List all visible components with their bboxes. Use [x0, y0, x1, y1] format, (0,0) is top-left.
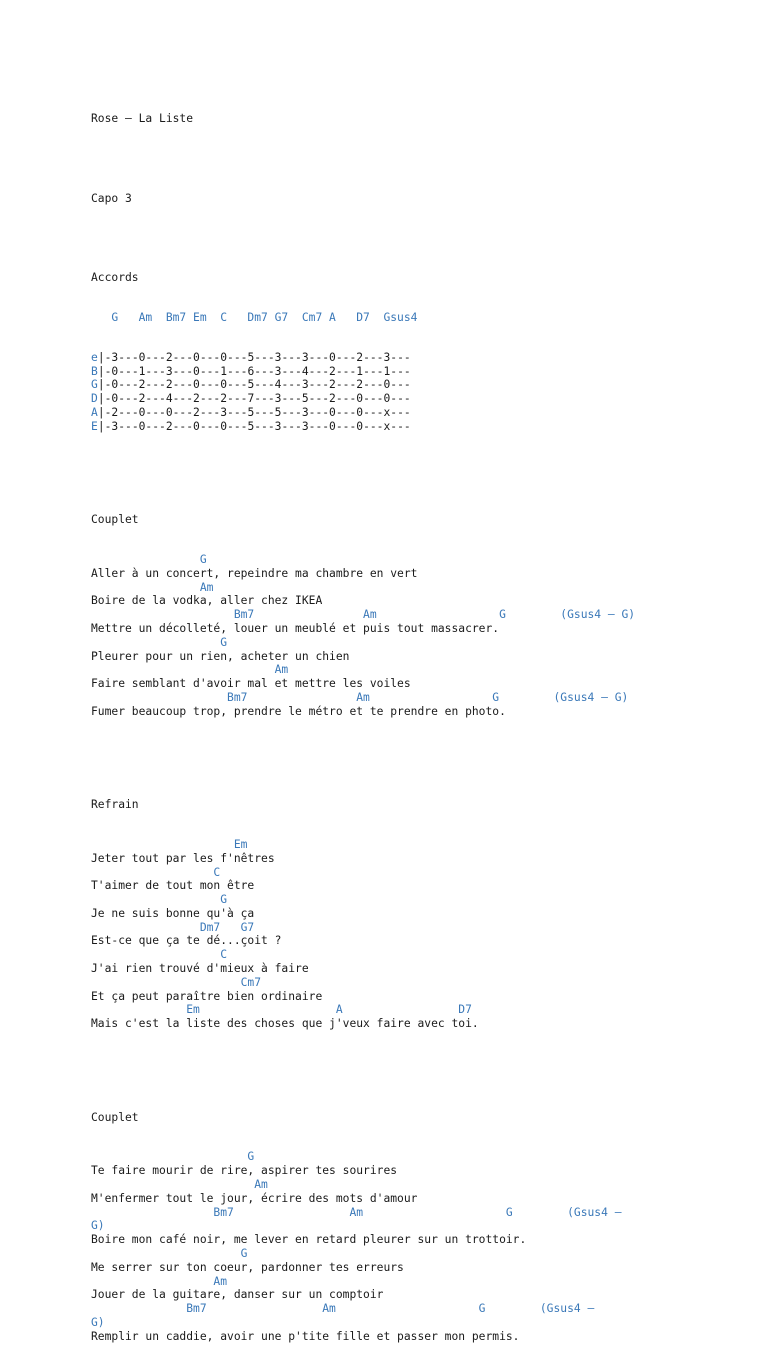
chord-line: Am	[91, 663, 289, 677]
tab-frets: |-3---0---2---0---0---5---3---3---0---0---x---	[97, 419, 411, 433]
tab-string-name: B	[91, 364, 98, 378]
lyric-line: Jouer de la guitare, danser sur un comptoir	[91, 1288, 384, 1302]
chord-line: Am	[91, 1274, 228, 1288]
chord-line: Dm7 G7	[91, 920, 255, 934]
couplet-1	[91, 553, 731, 719]
lyric-line: Me serrer sur ton coeur, pardonner tes erreurs	[91, 1260, 404, 1274]
chord-line: Bm7 Am G (Gsus4 –	[91, 1205, 622, 1219]
song-title: Rose – La Liste	[91, 112, 194, 125]
lyric-line: Pleurer pour un rien, acheter un chien	[91, 649, 350, 663]
lyric-line: Et ça peut paraître bien ordinaire	[91, 989, 323, 1003]
chord-line: Bm7 Am G (Gsus4 – G)	[91, 690, 629, 704]
song-sheet	[91, 86, 731, 1357]
lyric-line: Aller à un concert, repeindre ma chambre en vert	[91, 566, 418, 580]
tab-row	[91, 351, 731, 365]
tab-string-name: e	[91, 350, 98, 364]
lyric-line: Faire semblant d'avoir mal et mettre les voiles	[91, 677, 411, 691]
tab-string-name: G	[91, 378, 98, 392]
chord-line: Bm7 Am G (Gsus4 –	[91, 1302, 595, 1316]
couplet-2-heading: Couplet	[91, 1110, 139, 1124]
couplet-2	[91, 1150, 731, 1343]
tab-frets: |-2---0---0---2---3---5---5---3---0---0---x---	[97, 405, 411, 419]
tab-row	[91, 365, 731, 379]
chord-line: G	[91, 1247, 248, 1261]
tab-frets: |-3---0---2---0---0---5---3---3---0---2---3---	[97, 350, 411, 364]
tab-frets: |-0---2---4---2---2---7---3---5---2---0---0---	[97, 392, 411, 406]
chord-line: Am	[91, 580, 214, 594]
lyric-line: T'aimer de tout mon être	[91, 879, 255, 893]
tab-frets: |-0---1---3---0---1---6---3---4---2---1---1---	[97, 364, 411, 378]
lyric-line: Mais c'est la liste des choses que j'veux faire avec toi.	[91, 1017, 479, 1031]
chord-names-row: G Am Bm7 Em C Dm7 G7 Cm7 A D7 Gsus4	[91, 310, 418, 324]
refrain-heading: Refrain	[91, 798, 139, 812]
lyric-line: Je ne suis bonne qu'à ça	[91, 906, 255, 920]
lyric-line: Jeter tout par les f'nêtres	[91, 851, 275, 865]
lyric-line: J'ai rien trouvé d'mieux à faire	[91, 962, 309, 976]
chord-line: C	[91, 948, 228, 962]
tab-row	[91, 378, 731, 392]
tab-row	[91, 420, 731, 434]
chord-line: Bm7 Am G (Gsus4 – G)	[91, 608, 636, 622]
lyric-line: Fumer beaucoup trop, prendre le métro et te prendre en photo.	[91, 704, 506, 718]
lyric-line: M'enfermer tout le jour, écrire des mots d'amour	[91, 1191, 418, 1205]
chord-line: Cm7	[91, 975, 262, 989]
tab-row	[91, 406, 731, 420]
chord-line: G	[91, 552, 207, 566]
chord-line: G	[91, 635, 228, 649]
chords-heading: Accords	[91, 271, 139, 285]
tab-string-name: E	[91, 419, 98, 433]
lyric-line: Est-ce que ça te dé...çoit ?	[91, 934, 282, 948]
refrain	[91, 838, 731, 1031]
lyric-line: Mettre un décolleté, louer un meublé et puis tout massacrer.	[91, 621, 500, 635]
tab-string-name: D	[91, 392, 98, 406]
chord-line-wrap: G)	[91, 1316, 105, 1330]
chord-line: C	[91, 865, 221, 879]
chord-line: G	[91, 893, 228, 907]
tab-row	[91, 392, 731, 406]
tab-string-name: A	[91, 405, 98, 419]
tablature	[91, 351, 731, 434]
lyric-line: Te faire mourir de rire, aspirer tes sourires	[91, 1164, 398, 1178]
chord-line: G	[91, 1150, 255, 1164]
lyric-line: Remplir un caddie, avoir une p'tite fille et passer mon permis.	[91, 1329, 520, 1343]
chord-line: Em	[91, 837, 248, 851]
tab-frets: |-0---2---2---0---0---5---4---3---2---2---0---	[97, 378, 411, 392]
capo-line: Capo 3	[91, 191, 132, 205]
chord-line: Em A D7	[91, 1003, 472, 1017]
lyric-line: Boire de la vodka, aller chez IKEA	[91, 594, 323, 608]
couplet-1-heading: Couplet	[91, 513, 139, 527]
lyric-line: Boire mon café noir, me lever en retard pleurer sur un trottoir.	[91, 1233, 527, 1247]
chord-line: Am	[91, 1178, 268, 1192]
chord-line-wrap: G)	[91, 1219, 105, 1233]
